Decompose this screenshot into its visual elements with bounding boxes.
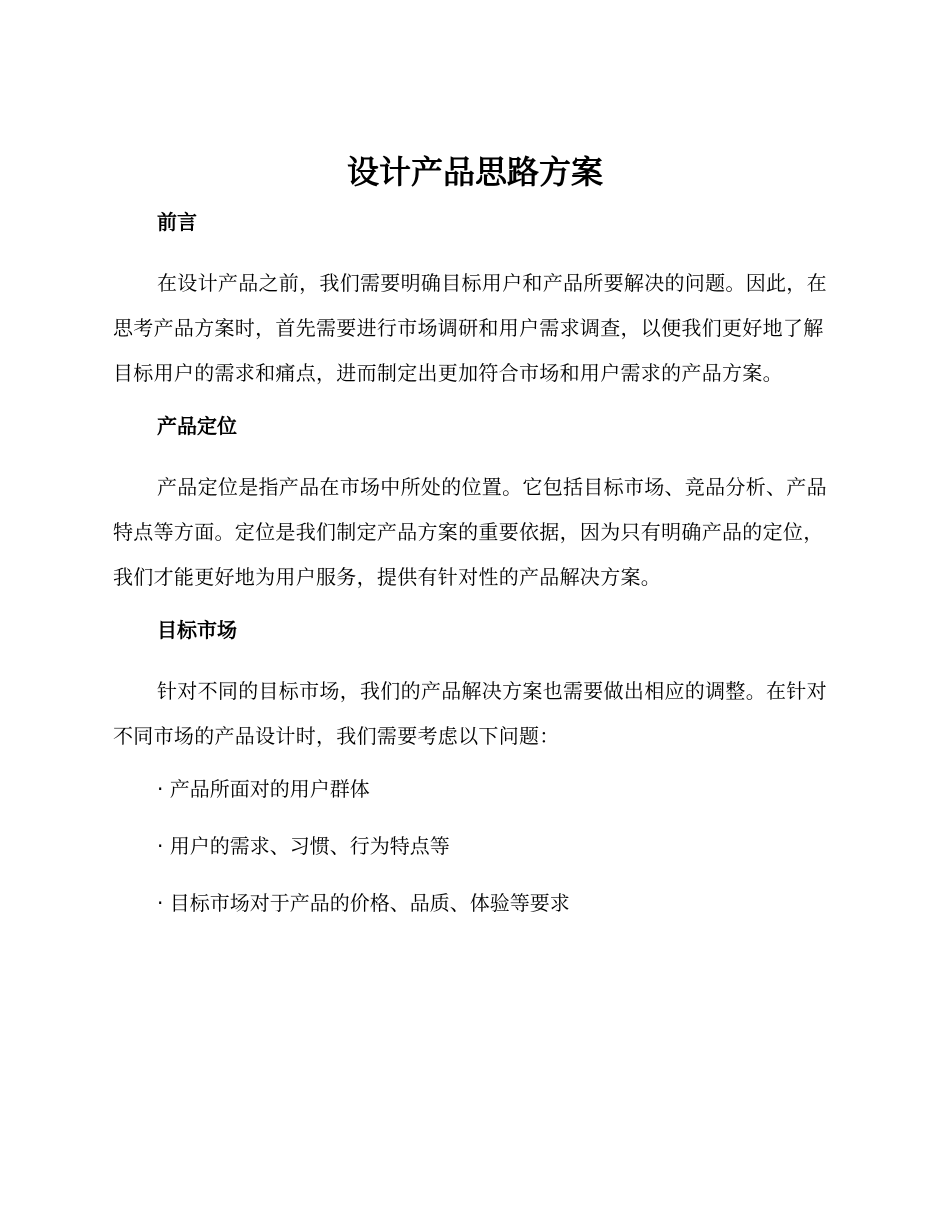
section-heading-positioning: 产品定位 <box>157 414 237 438</box>
section-heading-preface: 前言 <box>157 210 197 234</box>
list-item: · 用户的需求、习惯、行为特点等 <box>157 834 450 858</box>
section-paragraph-preface: 在设计产品之前，我们需要明确目标用户和产品所要解决的问题。因此，在思考产品方案时，首先需要进行市场调研和用户需求调查，以便我们更好地了解目标用户的需求和痛点，进而制定出更加符合市场和用户需求的产品方案。 <box>113 271 827 385</box>
list-item: · 目标市场对于产品的价格、品质、体验等要求 <box>157 891 570 915</box>
section-heading-target-market: 目标市场 <box>157 618 237 642</box>
document-body <box>113 204 838 921</box>
section-paragraph-target-market: 针对不同的目标市场，我们的产品解决方案也需要做出相应的调整。在针对不同市场的产品设计时，我们需要考虑以下问题： <box>113 679 827 748</box>
section-paragraph-positioning: 产品定位是指产品在市场中所处的位置。它包括目标市场、竞品分析、产品特点等方面。定位是我们制定产品方案的重要依据，因为只有明确产品的定位，我们才能更好地为用户服务，提供有针对性的产品解决方案。 <box>113 475 827 589</box>
document-title: 设计产品思路方案 <box>346 153 603 191</box>
list-item: · 产品所面对的用户群体 <box>157 777 370 801</box>
